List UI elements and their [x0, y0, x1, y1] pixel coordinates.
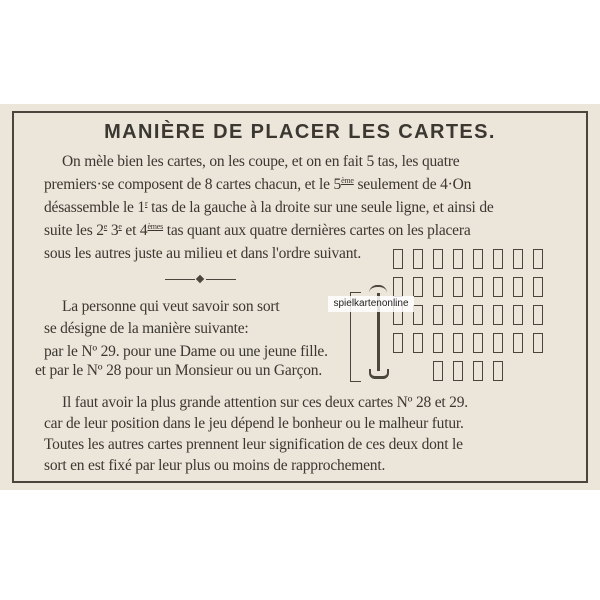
para2-line4: et par le Nº 28 pour un Monsieur ou un Garçon.: [35, 362, 323, 379]
placed-card-slot: [473, 333, 483, 353]
card-title: MANIÈRE DE PLACER LES CARTES.: [104, 121, 496, 143]
placed-card-slot: [413, 305, 423, 325]
placed-card-slot: [413, 249, 423, 269]
para3-line4: sort en est fixé par leur plus ou moins de rapprochement.: [44, 457, 386, 474]
placed-card-slot: [453, 333, 463, 353]
para1-line1: On mèle bien les cartes, on les coupe, et on en fait 5 tas, les quatre: [62, 153, 460, 170]
placed-card-slot: [433, 333, 443, 353]
placed-card-slot: [533, 333, 543, 353]
placed-card-slot: [433, 305, 443, 325]
placed-card-slot: [493, 249, 503, 269]
placed-card-slot: [493, 305, 503, 325]
para2-line3: par le Nº 29. pour une Dame ou une jeune fille.: [44, 343, 328, 360]
placed-card-slot: [533, 305, 543, 325]
para2-line2: se désigne de la manière suivante:: [44, 320, 249, 337]
placed-card-slot: [393, 277, 403, 297]
placed-card-slot: [513, 277, 523, 297]
card-layout-grid: [393, 249, 555, 385]
placed-card-slot-final: [453, 361, 463, 381]
para2-line1: La personne qui veut savoir son sort: [62, 298, 280, 315]
placed-card-slot-final: [493, 361, 503, 381]
placed-card-slot: [473, 305, 483, 325]
ornament-rule-left: [165, 279, 195, 280]
para3-line3: Toutes les autres cartes prennent leur signification de ces deux dont le: [44, 436, 463, 453]
watermark: spielkartenonline: [328, 296, 414, 312]
placed-card-slot: [493, 277, 503, 297]
placed-card-slot: [433, 249, 443, 269]
placed-card-slot: [473, 249, 483, 269]
ornament-rule-right: [206, 279, 236, 280]
placed-card-slot-final: [473, 361, 483, 381]
placed-card-slot: [473, 277, 483, 297]
placed-card-slot: [513, 333, 523, 353]
para3-line1: Il faut avoir la plus grande attention sur ces deux cartes Nº 28 et 29.: [62, 394, 468, 411]
placed-card-slot: [513, 249, 523, 269]
placed-card-slot: [413, 333, 423, 353]
placed-card-slot: [433, 277, 443, 297]
placed-card-slot: [393, 249, 403, 269]
placed-card-slot: [393, 333, 403, 353]
placed-card-slot-final: [433, 361, 443, 381]
placed-card-slot: [453, 305, 463, 325]
para1-line2: premiers·se composent de 8 cartes chacun, et le 5ème seulement de 4·On: [44, 176, 472, 194]
placed-card-slot: [533, 249, 543, 269]
para1-line5: sous les autres juste au milieu et dans l'ordre suivant.: [44, 245, 362, 262]
para1-line3: désassemble le 1$^r$ tas de la gauche à la droite sur une seule ligne, et ainsi de: [44, 199, 494, 217]
para1-line4: suite les 2e 3e et 4èmes tas quant aux quatre dernières cartes on les placera: [44, 222, 471, 240]
placed-card-slot: [513, 305, 523, 325]
para3-line2: car de leur position dans le jeu dépend le bonheur ou le malheur futur.: [44, 415, 464, 432]
placed-card-slot: [533, 277, 543, 297]
placed-card-slot: [493, 333, 503, 353]
placed-card-slot: [453, 249, 463, 269]
placed-card-slot: [413, 277, 423, 297]
placed-card-slot: [453, 277, 463, 297]
